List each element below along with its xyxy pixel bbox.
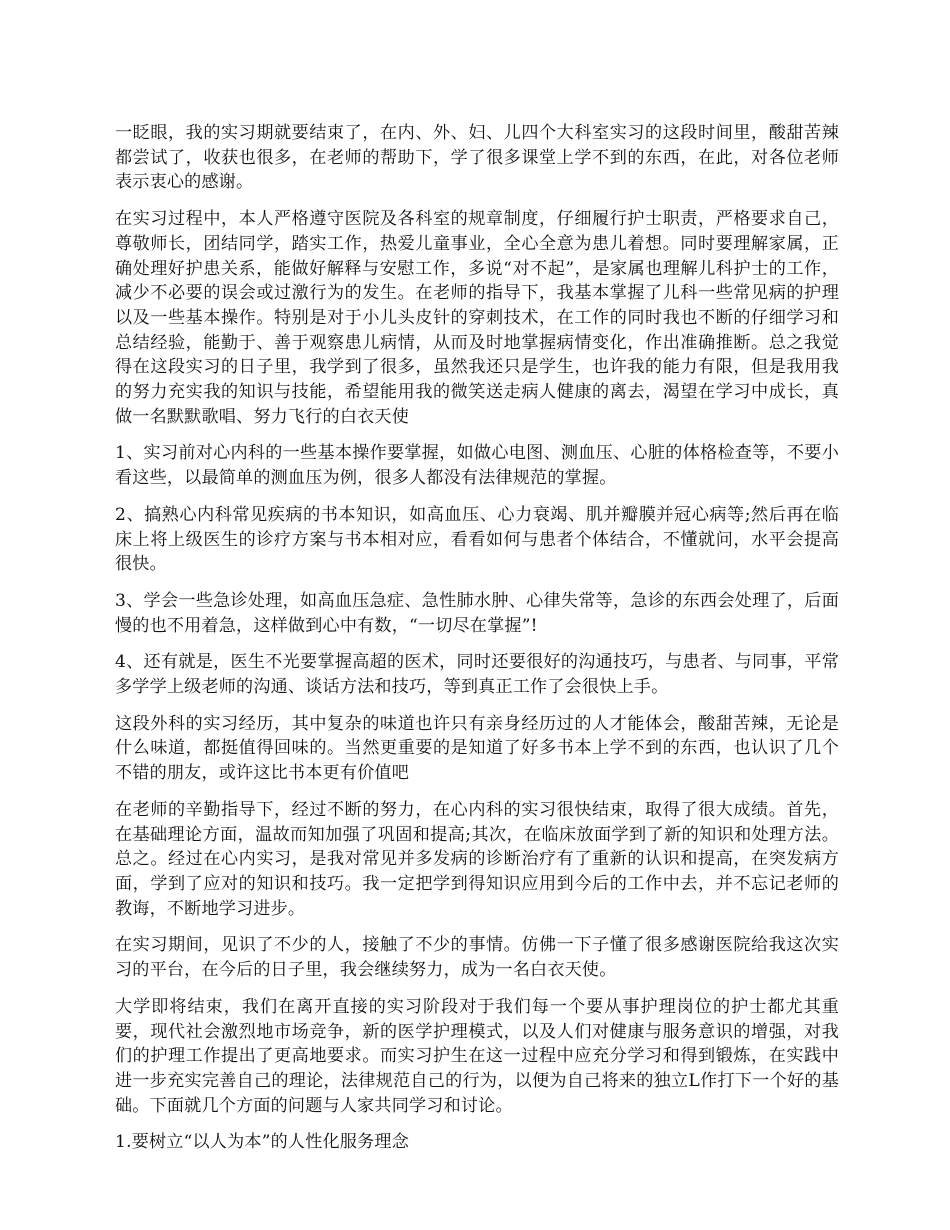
paragraph-internship-process: 在实习过程中，本人严格遵守医院及各科室的规章制度，仔细履行护士职责，严格要求自己，尊敬师长，团结同学，踏实工作，热爱儿童事业，全心全意为患儿着想。同时要理解家属，正确处理好护患关系，能做好解释与安慰工作，多说“对不起”，是家属也理解儿科护士的工作，减少不必要的误会或过激行为的发生。在老师的指导下，我基本掌握了儿科一些常见病的护理以及一些基本操作。特别是对于小儿头皮针的穿刺技术，在工作的同时我也不断的仔细学习和总结经验，能勤于、善于观察患儿病情，从而及时地掌握病情变化，作出准确推断。总之我觉得在这段实习的日子里，我学到了很多，虽然我还只是学生，也许我的能力有限，但是我用我的努力充实我的知识与技能，希望能用我的微笑送走病人健康的离去，渴望在学习中成长，真做一名默默歌唱、努力飞行的白衣天使: [115, 209, 839, 427]
paragraph-graduation: 大学即将结束，我们在离开直接的实习阶段对于我们每一个要从事护理岗位的护士都尤其重要，现代社会激烈地市场竞争，新的医学护理模式，以及人们对健康与服务意识的增强，对我们的护理工作提出了更高地要求。而实习护生在这一过程中应充分学习和得到锻炼，在实践中进一步充实完善自己的理论，法律规范自己的行为，以便为自己将来的独立L作打下一个好的基础。下面就几个方面的问题与人家共同学习和讨论。: [115, 996, 839, 1116]
paragraph-point-4: 4、还有就是，医生不光要掌握高超的医术，同时还要很好的沟通技巧，与患者、与同事，平常多学学上级老师的沟通、谈话方法和技巧，等到真正工作了会很快上手。: [115, 652, 839, 698]
paragraph-point-1: 1、实习前对心内科的一些基本操作要掌握，如做心电图、测血压、心脏的体格检查等，不要小看这些，以最简单的测血压为例，很多人都没有法律规范的掌握。: [115, 443, 839, 489]
document-body: [115, 121, 839, 1155]
paragraph-cardiology-summary: 在老师的辛勤指导下，经过不断的努力，在心内科的实习很快结束，取得了很大成绩。首先，在基础理论方面，温故而知加强了巩固和提高;其次，在临床放面学到了新的知识和处理方法。总之。经过在心内实习，是我对常见并多发病的诊断治疗有了重新的认识和提高，在突发病方面，学到了应对的知识和技巧。我一定把学到得知识应用到今后的工作中去，并不忘记老师的教诲，不断地学习进步。: [115, 799, 839, 919]
paragraph-intro: 一眨眼，我的实习期就要结束了，在内、外、妇、儿四个大科室实习的这段时间里，酸甜苦辣都尝试了，收获也很多，在老师的帮助下，学了很多课堂上学不到的东西，在此，对各位老师表示衷心的感谢。: [115, 123, 839, 193]
paragraph-internship-period: 在实习期间，见识了不少的人，接触了不少的事情。仿佛一下子懂了很多感谢医院给我这次实习的平台，在今后的日子里，我会继续努力，成为一名白衣天使。: [115, 935, 839, 981]
paragraph-point-3: 3、学会一些急诊处理，如高血压急症、急性肺水肿、心律失常等，急诊的东西会处理了，后面慢的也不用着急，这样做到心中有数，“一切尽在掌握”!: [115, 590, 839, 636]
paragraph-point-2: 2、搞熟心内科常见疾病的书本知识，如高血压、心力衰竭、肌并瓣膜并冠心病等;然后再在临床上将上级医生的诊疗方案与书本相对应，看看如何与患者个体结合，不懂就问，水平会提高很快。: [115, 504, 839, 575]
paragraph-surgery-experience: 这段外科的实习经历，其中复杂的味道也许只有亲身经历过的人才能体会，酸甜苦辣，无论是什么味道，都挺值得回味的。当然更重要的是知道了好多书本上学不到的东西，也认识了几个不错的朋友，或许这比书本更有价值吧: [115, 713, 839, 784]
paragraph-section-heading: 1.要树立“以人为本”的人性化服务理念: [115, 1132, 409, 1153]
